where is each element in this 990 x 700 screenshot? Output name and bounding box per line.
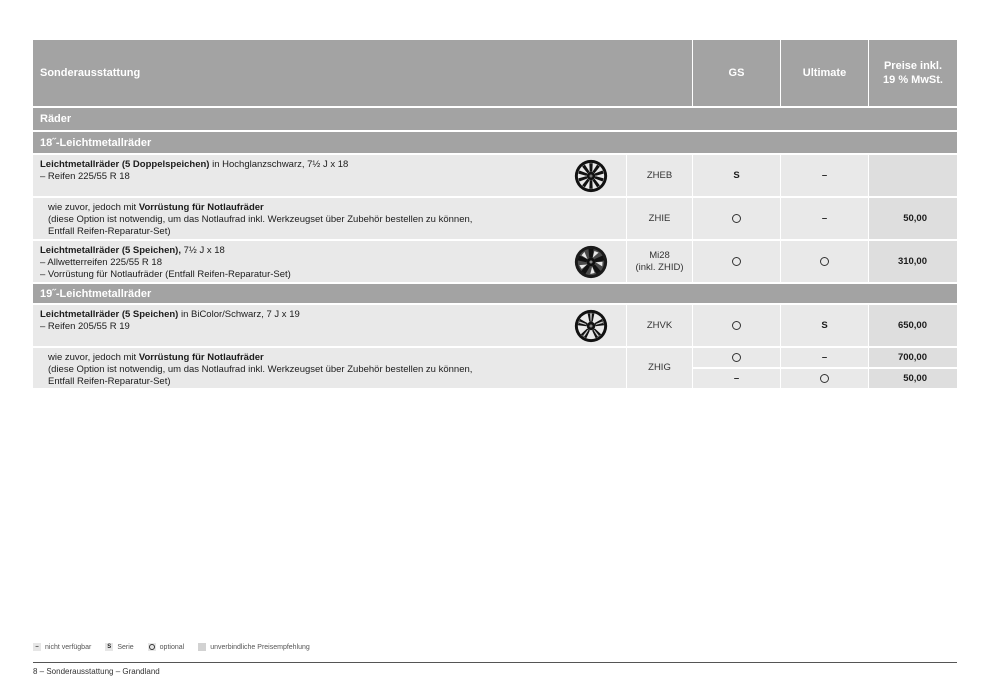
row-title-rest: 7½ J x 18 [180,245,225,256]
row-price [869,155,957,196]
row-title-rest: in BiColor/Schwarz, 7 J x 19 [178,309,300,320]
header-gs: GS [693,40,781,106]
row-price: 650,00 [869,305,957,346]
row-line: – Reifen 205/55 R 19 [40,321,130,332]
table-header [33,40,957,106]
row-ultimate-standard: S [781,305,869,346]
footer-divider [33,662,957,663]
legend-dash-box: – [33,643,41,651]
row-code: ZHEB [627,155,693,196]
row-line: Entfall Reifen-Reparatur-Set) [48,226,171,237]
row-gs-standard: S [693,155,781,196]
legend-grey-box [198,643,206,651]
optional-circle-icon [149,644,155,650]
row-code: ZHIE [627,198,693,239]
group-title-18: 18˝-Leichtmetallräder [33,132,957,153]
optional-circle-icon [820,257,829,266]
row-line: – Allwetterreifen 225/55 R 18 [40,257,162,268]
row-title-rest: in Hochglanzschwarz, 7½ J x 18 [209,159,349,170]
row-gs-optional [693,241,781,282]
row-description [33,305,627,346]
table-row [33,155,957,196]
split-gs-optional [693,348,781,367]
optional-circle-icon [732,321,741,330]
row-code-line2: (inkl. ZHID) [635,261,684,273]
legend-label: nicht verfügbar [45,643,92,651]
page-footer: 8 – Sonderausstattung – Grandland [33,667,160,676]
row-code-line1: Mi28 [649,249,670,261]
row-line: Entfall Reifen-Reparatur-Set) [48,376,171,387]
row-ultimate-unavailable: – [781,198,869,239]
row-price: 50,00 [869,198,957,239]
table-row [33,241,957,282]
row-description [33,348,627,388]
legend-item-unavailable [33,643,91,651]
optional-circle-icon [732,214,741,223]
section-title: Räder [33,108,957,130]
split-price: 700,00 [869,348,957,367]
row-gs-optional [693,305,781,346]
legend-label: Serie [117,643,134,651]
row-description [33,155,627,196]
split-price: 50,00 [869,369,957,388]
row-gs-optional [693,198,781,239]
split-row [693,369,957,388]
split-row [693,348,957,367]
row-line-bold: Vorrüstung für Notlaufräder [138,352,264,363]
optional-circle-icon [820,374,829,383]
legend-s-box: S [107,644,112,650]
options-table [33,40,957,388]
optional-circle-icon [732,353,741,362]
row-code: ZHVK [627,305,693,346]
split-gs-unavailable: – [693,369,781,388]
row-title-bold: Leichtmetallräder (5 Speichen) [40,309,179,320]
header-price-line1: Preise inkl. [883,60,943,72]
row-title-bold: Leichtmetallräder (5 Doppelspeichen) [40,159,210,170]
row-line: – Reifen 225/55 R 18 [40,171,130,182]
row-description [33,241,627,282]
legend-item-optional [148,643,185,651]
row-title-bold: Leichtmetallräder (5 Speichen), [40,245,181,256]
row-line: (diese Option ist notwendig, um das Notlaufrad inkl. Werkzeugset über Zubehör bestellen zu können, [48,364,473,375]
optional-circle-icon [732,257,741,266]
table-row [33,348,957,388]
legend-label: optional [159,643,185,651]
table-row [33,198,957,239]
row-split-values [693,348,957,388]
legend [33,643,324,651]
row-code: ZHIG [627,348,693,388]
row-line: (diese Option ist notwendig, um das Notlaufrad inkl. Werkzeugset über Zubehör bestellen zu können, [48,214,473,225]
header-ultimate: Ultimate [781,40,869,106]
row-line-pre: wie zuvor, jedoch mit [48,352,139,363]
header-description: Sonderausstattung [33,40,693,106]
legend-item-standard [105,643,133,651]
split-ultimate-unavailable: – [781,348,869,367]
row-line: – Vorrüstung für Notlaufräder (Entfall Reifen-Reparatur-Set) [40,269,291,280]
split-ultimate-optional [781,369,869,388]
legend-circle-box [148,643,156,651]
row-price: 310,00 [869,241,957,282]
row-ultimate-unavailable: – [781,155,869,196]
legend-label: unverbindliche Preisempfehlung [210,643,310,651]
legend-item-price [198,643,310,651]
row-code [627,241,693,282]
row-line-pre: wie zuvor, jedoch mit [48,202,139,213]
header-price [869,40,957,106]
table-row [33,305,957,346]
row-line-bold: Vorrüstung für Notlaufräder [138,202,264,213]
group-title-19: 19˝-Leichtmetallräder [33,284,957,303]
row-description [33,198,627,239]
header-price-line2: 19 % MwSt. [883,74,943,86]
row-ultimate-optional [781,241,869,282]
